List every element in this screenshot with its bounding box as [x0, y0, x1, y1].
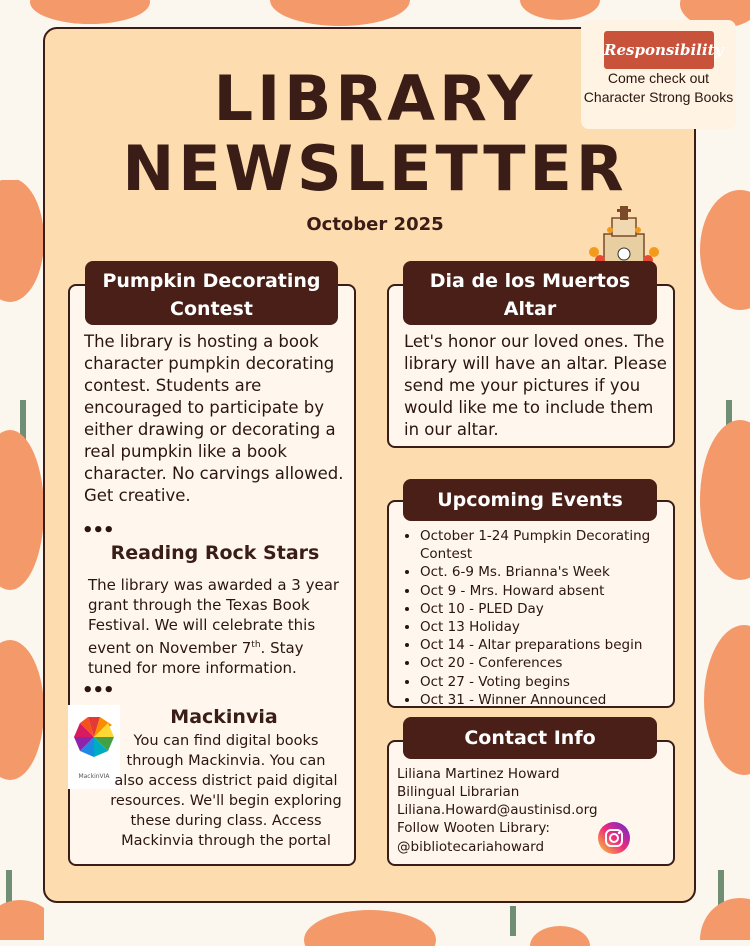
mackinvia-body: You can find digital books through Mackinvia. You can also access district paid digital resources. We'll begin exploring these during class. Access Mackinvia through the portal [110, 733, 342, 849]
event-item: • Oct 20 - Conferences [420, 654, 682, 672]
reading-rock-stars-body [88, 575, 344, 678]
contact-handle[interactable]: @bibliotecariahoward [397, 839, 545, 855]
responsibility-logo: Responsibility [604, 31, 714, 69]
pumpkin-contest-heading: Pumpkin Decorating Contest [85, 261, 338, 325]
section-divider-dots-2: ••• [82, 680, 114, 701]
event-item: • October 1-24 Pumpkin Decorating Contest [420, 527, 682, 563]
mackinvia-heading: Mackinvia [170, 706, 278, 728]
altar-heading: Dia de los Muertos Altar [403, 261, 657, 325]
pumpkin-contest-body: The library is hosting a book character pumpkin decorating contest. Students are encouraged to participate by either drawing or decorating a real pumpkin like a book character. No carvings allowed. Get creative. [84, 332, 344, 505]
event-item: • Oct 27 - Voting begins [420, 673, 682, 691]
instagram-icon[interactable] [597, 821, 631, 855]
events-heading: Upcoming Events [403, 479, 657, 521]
events-list [404, 527, 682, 709]
badge-caption: Come check out Character Strong Books [583, 70, 734, 105]
contact-role: Bilingual Librarian [397, 784, 520, 800]
altar-body: Let's honor our loved ones. The library will have an altar. Please send me your pictures if you would like me to include them in our altar. [404, 332, 667, 439]
mackinvia-logo-caption: MackinVIA [78, 773, 110, 780]
event-item: • Oct 9 - Mrs. Howard absent [420, 582, 682, 600]
reading-rock-stars-heading: Reading Rock Stars [110, 542, 320, 564]
reading-rock-stars-body-end: . Stay tuned for more information. [88, 639, 304, 677]
pumpkin-decoration-bottom [0, 900, 750, 946]
responsibility-badge [581, 20, 736, 129]
event-item: • Oct 14 - Altar preparations begin [420, 636, 682, 654]
title-line-1: LIBRARY [213, 62, 537, 135]
reading-rock-stars-sup: th [251, 640, 261, 650]
pumpkin-decoration-left [0, 180, 44, 940]
contact-email[interactable]: Liliana.Howard@austinisd.org [397, 802, 598, 818]
section-divider-dots: ••• [82, 520, 114, 541]
pumpkin-decoration-right [696, 180, 750, 940]
contact-follow: Follow Wooten Library: [397, 820, 550, 836]
contact-name: Liliana Martinez Howard [397, 766, 560, 782]
contact-heading: Contact Info [403, 717, 657, 759]
event-item: • Oct 13 Holiday [420, 618, 682, 636]
event-item: • Oct 10 - PLED Day [420, 600, 682, 618]
reading-rock-stars-body-text: The library was awarded a 3 year grant through the Texas Book Festival. We will celebrate this event on November 7 [88, 576, 340, 657]
event-item: • Oct. 6-9 Ms. Brianna's Week [420, 563, 682, 581]
newsletter-date: October 2025 [306, 214, 444, 235]
event-item: • Oct 31 - Winner Announced [420, 691, 682, 709]
title-line-2: NEWSLETTER [122, 132, 628, 205]
